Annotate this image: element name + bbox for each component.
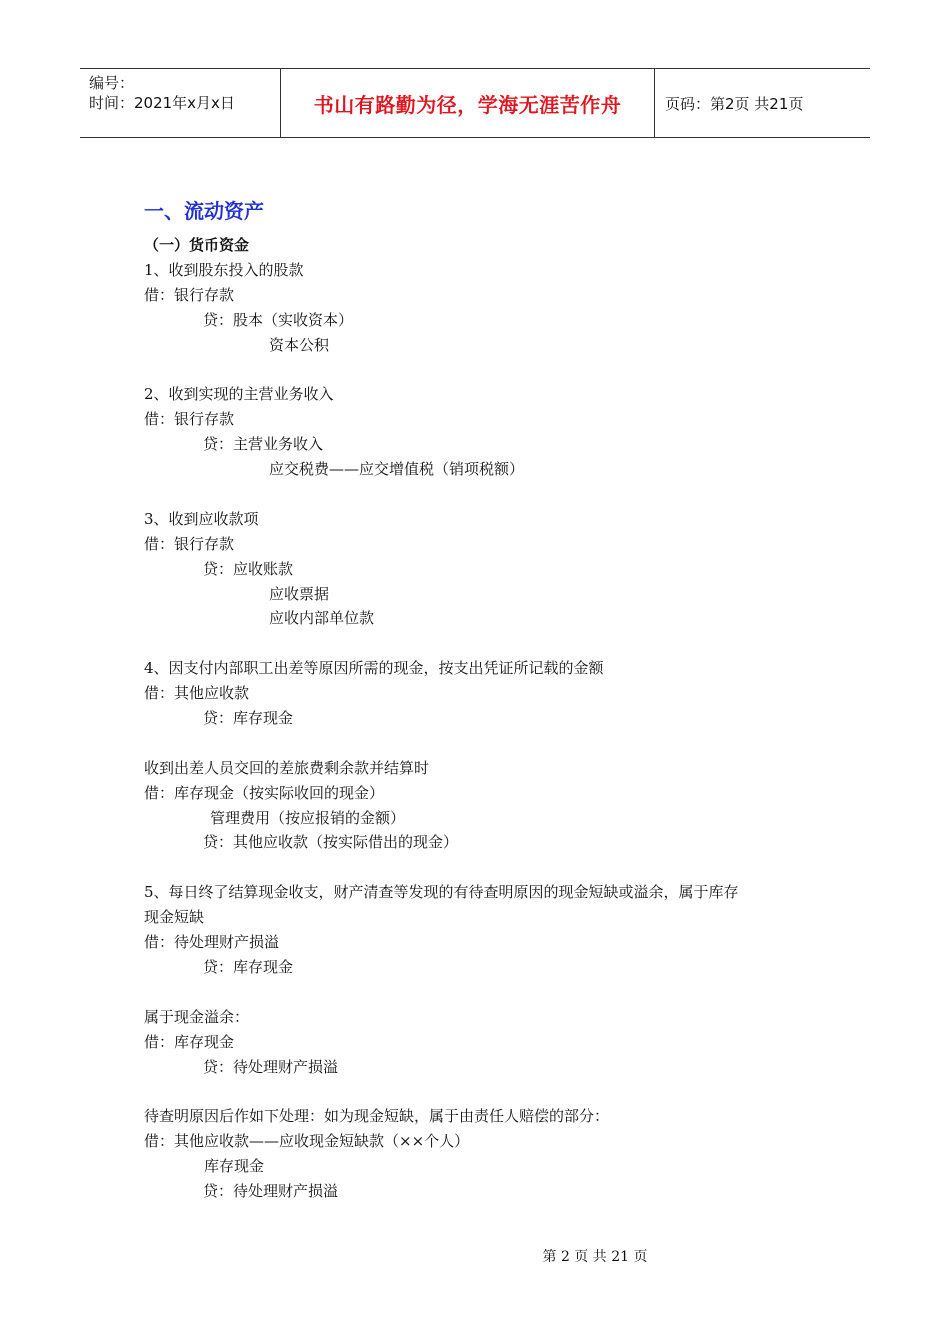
text-line: 属于现金溢余：	[144, 1007, 250, 1026]
text-line: 应收票据	[269, 584, 330, 603]
text-line: 2、收到实现的主营业务收入	[144, 385, 334, 404]
text-line: 待查明原因后作如下处理：如为现金短缺，属于由责任人赔偿的部分：	[144, 1107, 610, 1126]
blank-line	[144, 631, 824, 656]
text-line: 3、收到应收款项	[144, 509, 259, 528]
text-line: 5、每日终了结算现金收支，财产清查等发现的有待查明原因的现金短缺或溢余，属于库存	[144, 883, 739, 902]
header-meta	[80, 69, 281, 137]
text-line: 资本公积	[269, 335, 330, 354]
blank-line	[144, 1079, 824, 1104]
text-line: 贷：待处理财产损溢	[203, 1181, 339, 1200]
entry-lines	[144, 258, 824, 1204]
text-line: 借：待处理财产损溢	[144, 933, 280, 952]
text-line: 贷：股本（实收资本）	[203, 310, 354, 329]
text-line: 应交税费——应交增值税（销项税额）	[269, 460, 525, 479]
blank-line	[144, 855, 824, 880]
text-line: 借：库存现金（按实际收回的现金）	[144, 783, 385, 802]
section-title: 一、流动资产	[144, 199, 264, 223]
sub-title: （一）货币资金	[144, 236, 250, 254]
text-line: 贷：库存现金	[203, 957, 294, 976]
time-label: 时间：2021年x月x日	[89, 94, 235, 112]
text-line: 借：其他应收款——应收现金短缺款（××个人）	[144, 1132, 470, 1151]
text-line: 贷：库存现金	[203, 709, 294, 728]
page-header	[80, 68, 870, 138]
document-body	[144, 196, 824, 1204]
text-line: 借：银行存款	[144, 534, 235, 553]
header-page-info: 页码：第2页 共21页	[665, 94, 804, 113]
text-line: 现金短缺	[144, 908, 205, 927]
text-line: 应收内部单位款	[269, 609, 375, 628]
text-line: 1、收到股东投入的股款	[144, 261, 304, 279]
text-line: 管理费用（按应报销的金额）	[210, 808, 406, 827]
text-line: 库存现金	[204, 1157, 265, 1176]
text-line: 4、因支付内部职工出差等原因所需的现金，按支出凭证所记载的金额	[144, 659, 604, 678]
header-motto: 书山有路勤为径，学海无涯苦作舟	[313, 92, 622, 117]
text-line: 借：银行存款	[144, 285, 235, 304]
text-line: 借：库存现金	[144, 1032, 235, 1051]
blank-line	[144, 731, 824, 756]
text-line: 借：银行存款	[144, 410, 235, 429]
text-line: 贷：应收账款	[203, 559, 294, 578]
blank-line	[144, 980, 824, 1005]
text-line: 借：其他应收款	[144, 684, 250, 703]
header-motto-cell	[281, 69, 655, 137]
text-line: 贷：主营业务收入	[203, 435, 324, 454]
page-footer: 第 2 页 共 21 页	[542, 1249, 648, 1265]
text-line: 贷：待处理财产损溢	[203, 1057, 339, 1076]
number-label: 编号：	[89, 74, 135, 92]
text-line: 贷：其他应收款（按实际借出的现金）	[203, 833, 459, 852]
blank-line	[144, 358, 824, 383]
blank-line	[144, 482, 824, 507]
text-line: 收到出差人员交回的差旅费剩余款并结算时	[144, 758, 430, 777]
